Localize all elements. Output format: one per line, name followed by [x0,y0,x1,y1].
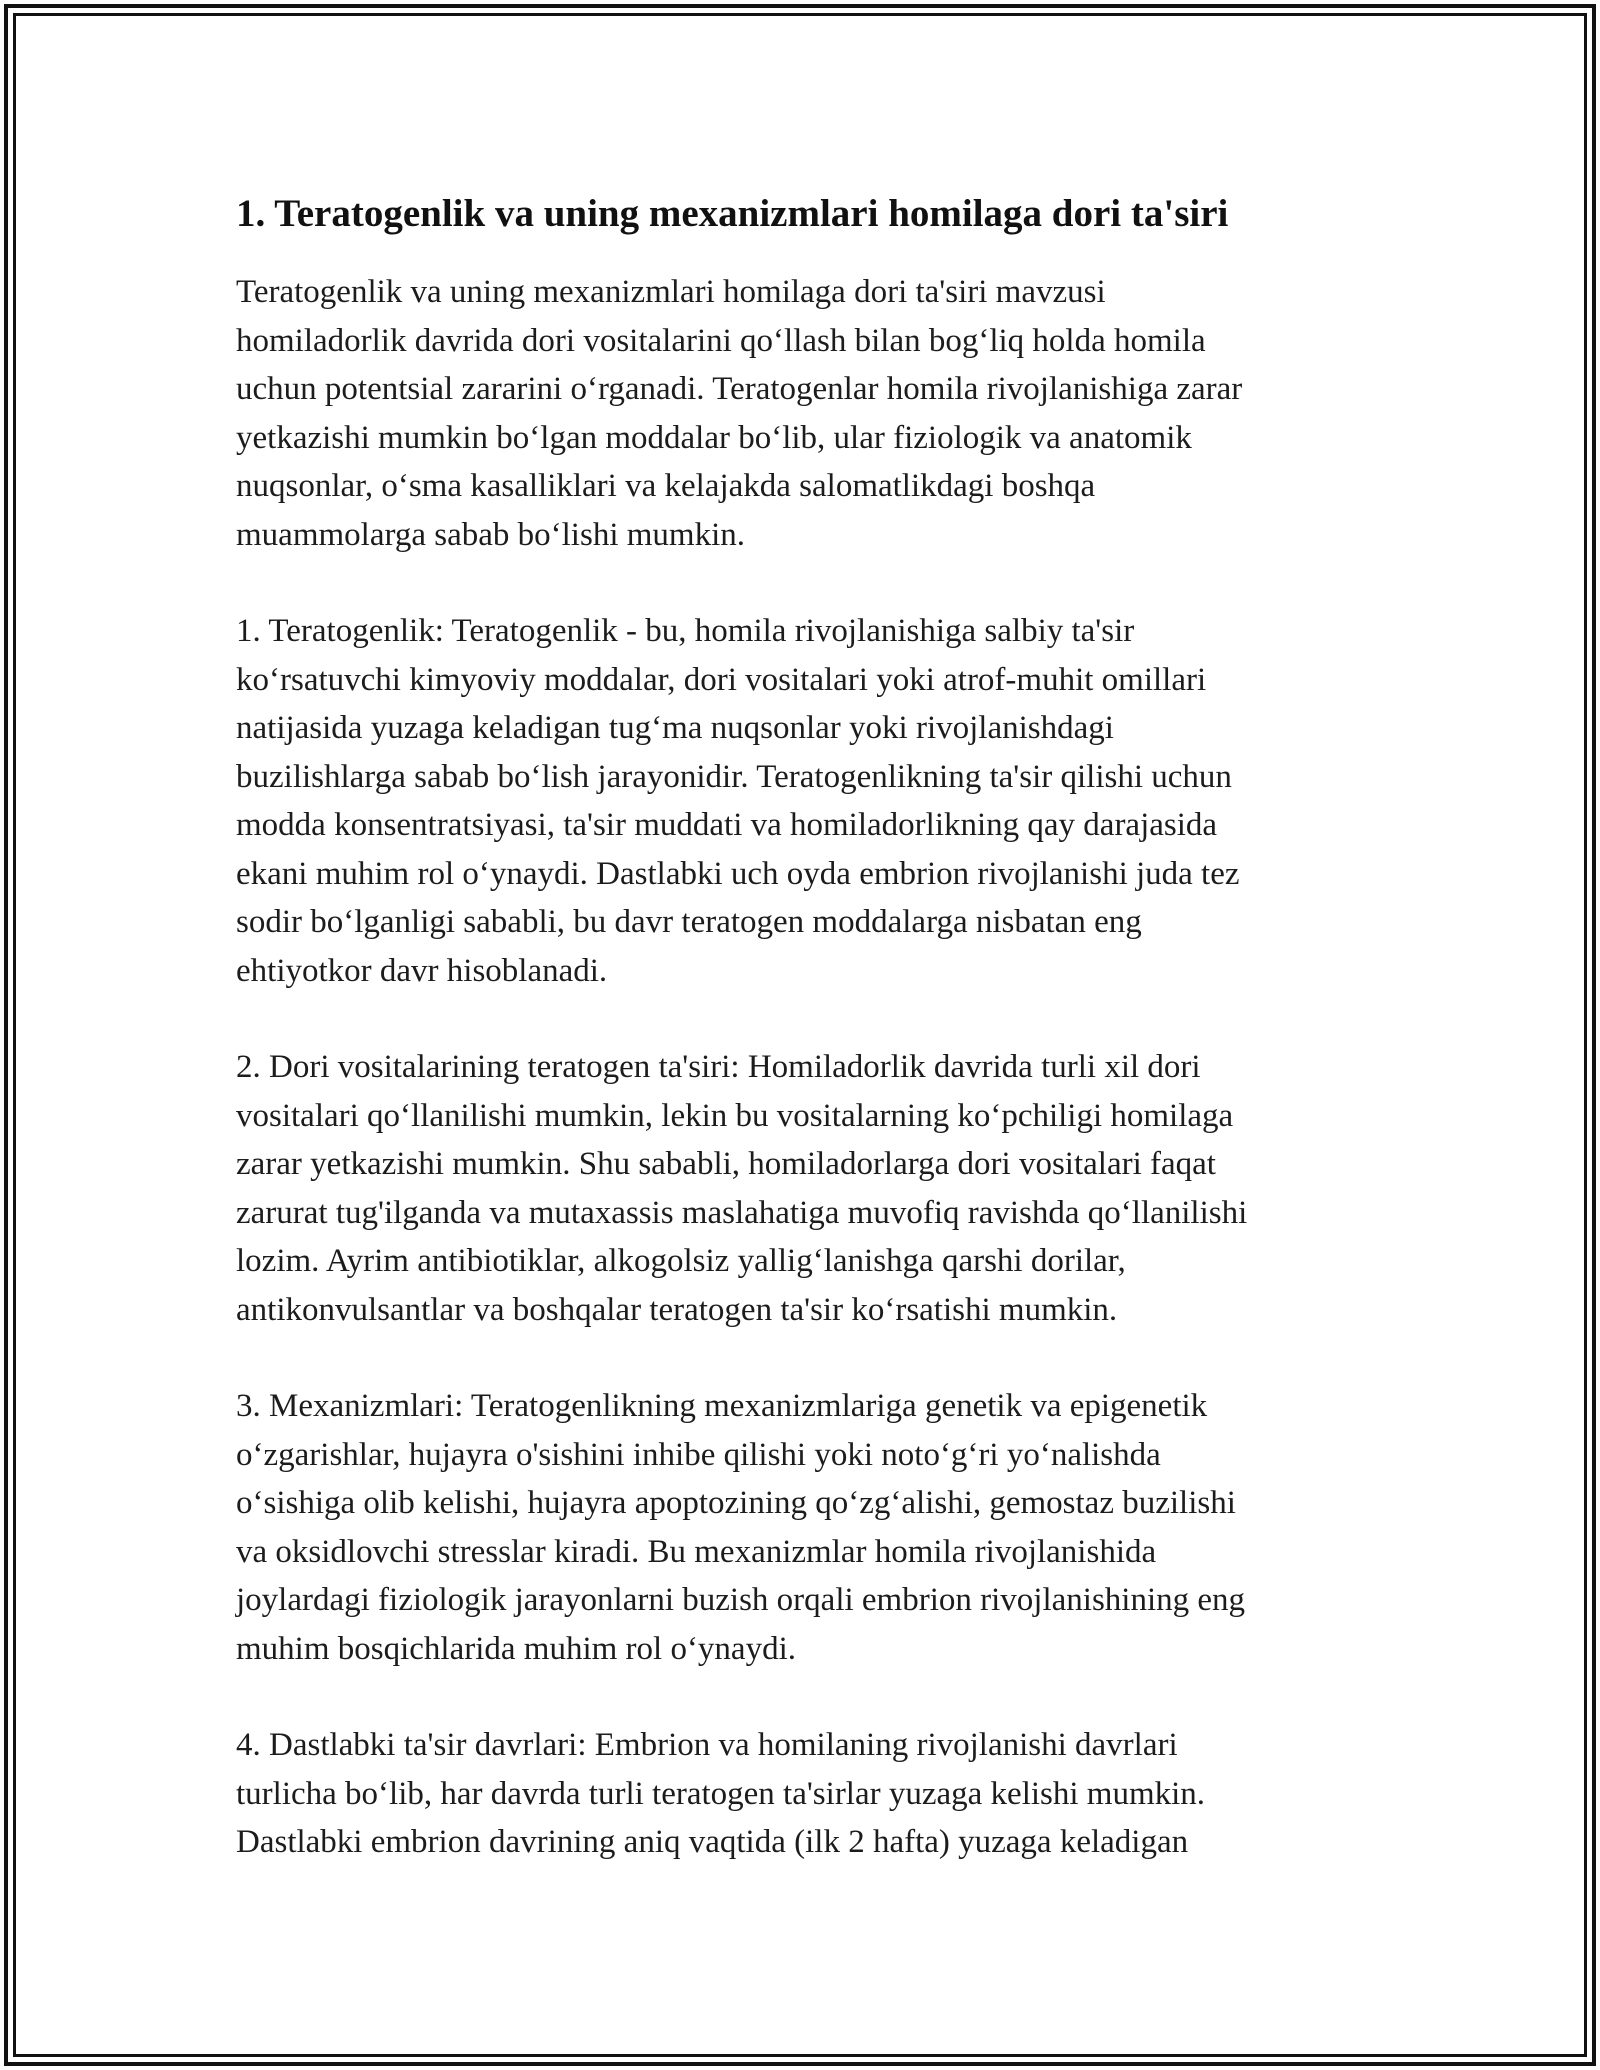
text-line: buzilishlarga sabab boʻlish jarayonidir. Teratogenlikning ta'sir qilishi uchun [236,758,1232,795]
text-line: ekani muhim rol oʻynaydi. Dastlabki uch oyda embrion rivojlanishi juda tez [236,855,1240,892]
paragraph [236,1043,1366,1334]
text-line: 2. Dori vositalarining teratogen ta'siri: Homiladorlik davrida turli xil dori [236,1049,1201,1085]
paragraph [236,607,1366,995]
text-line: lozim. Ayrim antibiotiklar, alkogolsiz yalligʻlanishga qarshi dorilar, [236,1243,1126,1279]
document-title: 1. Teratogenlik va uning mexanizmlari homilaga dori ta'siri [236,192,1229,235]
text-line: antikonvulsantlar va boshqalar teratogen ta'sir koʻrsatishi mumkin. [236,1291,1118,1328]
text-line: 1. Teratogenlik: Teratogenlik - bu, homila rivojlanishiga salbiy ta'sir [236,613,1135,649]
text-line: oʻzgarishlar, hujayra o'sishini inhibe qilishi yoki notoʻgʻri yoʻnalishda [236,1436,1161,1473]
text-line: muhim bosqichlarida muhim rol oʻynaydi. [236,1630,797,1667]
text-line: muammolarga sabab boʻlishi mumkin. [236,516,745,553]
text-line: modda konsentratsiyasi, ta'sir muddati va homiladorlikning qay darajasida [236,807,1218,843]
text-line: vositalari qoʻllanilishi mumkin, lekin bu vositalarning koʻpchiligi homilaga [236,1097,1234,1134]
paragraph [236,1721,1366,1867]
text-line: 4. Dastlabki ta'sir davrlari: Embrion va homilaning rivojlanishi davrlari [236,1727,1178,1763]
document-body [236,186,1366,1915]
text-line: Dastlabki embrion davrining aniq vaqtida (ilk 2 hafta) yuzaga keladigan [236,1824,1189,1860]
text-line: uchun potentsial zararini oʻrganadi. Teratogenlar homila rivojlanishiga zarar [236,371,1243,407]
paragraph [236,1382,1366,1673]
text-line: homiladorlik davrida dori vositalarini qoʻllash bilan bogʻliq holda homila [236,322,1206,359]
text-line: nuqsonlar, oʻsma kasalliklari va kelajakda salomatlikdagi boshqa [236,468,1096,504]
text-line: va oksidlovchi stresslar kiradi. Bu mexanizmlar homila rivojlanishida [236,1533,1157,1570]
text-line: Teratogenlik va uning mexanizmlari homilaga dori ta'siri mavzusi [236,274,1106,310]
paragraph-list [236,268,1366,1867]
text-line: 3. Mexanizmlari: Teratogenlikning mexanizmlariga genetik va epigenetik [236,1388,1208,1424]
text-line: yetkazishi mumkin boʻlgan moddalar boʻlib, ular fiziologik va anatomik [236,419,1192,456]
text-line: sodir boʻlganligi sababli, bu davr teratogen moddalarga nisbatan eng [236,904,1142,940]
text-line: zarurat tug'ilganda va mutaxassis maslahatiga muvofiq ravishda qoʻllanilishi [236,1194,1248,1231]
text-line: joylardagi fiziologik jarayonlarni buzish orqali embrion rivojlanishining eng [236,1582,1246,1618]
text-line: koʻrsatuvchi kimyoviy moddalar, dori vositalari yoki atrof-muhit omillari [236,661,1207,698]
text-line: natijasida yuzaga keladigan tugʻma nuqsonlar yoki rivojlanishdagi [236,710,1114,746]
text-line: zarar yetkazishi mumkin. Shu sababli, homiladorlarga dori vositalari faqat [236,1146,1216,1182]
paragraph [236,268,1366,559]
text-line: ehtiyotkor davr hisoblanadi. [236,952,608,989]
text-line: oʻsishiga olib kelishi, hujayra apoptozining qoʻzgʻalishi, gemostaz buzilishi [236,1485,1236,1521]
text-line: turlicha boʻlib, har davrda turli teratogen ta'sirlar yuzaga kelishi mumkin. [236,1775,1206,1812]
